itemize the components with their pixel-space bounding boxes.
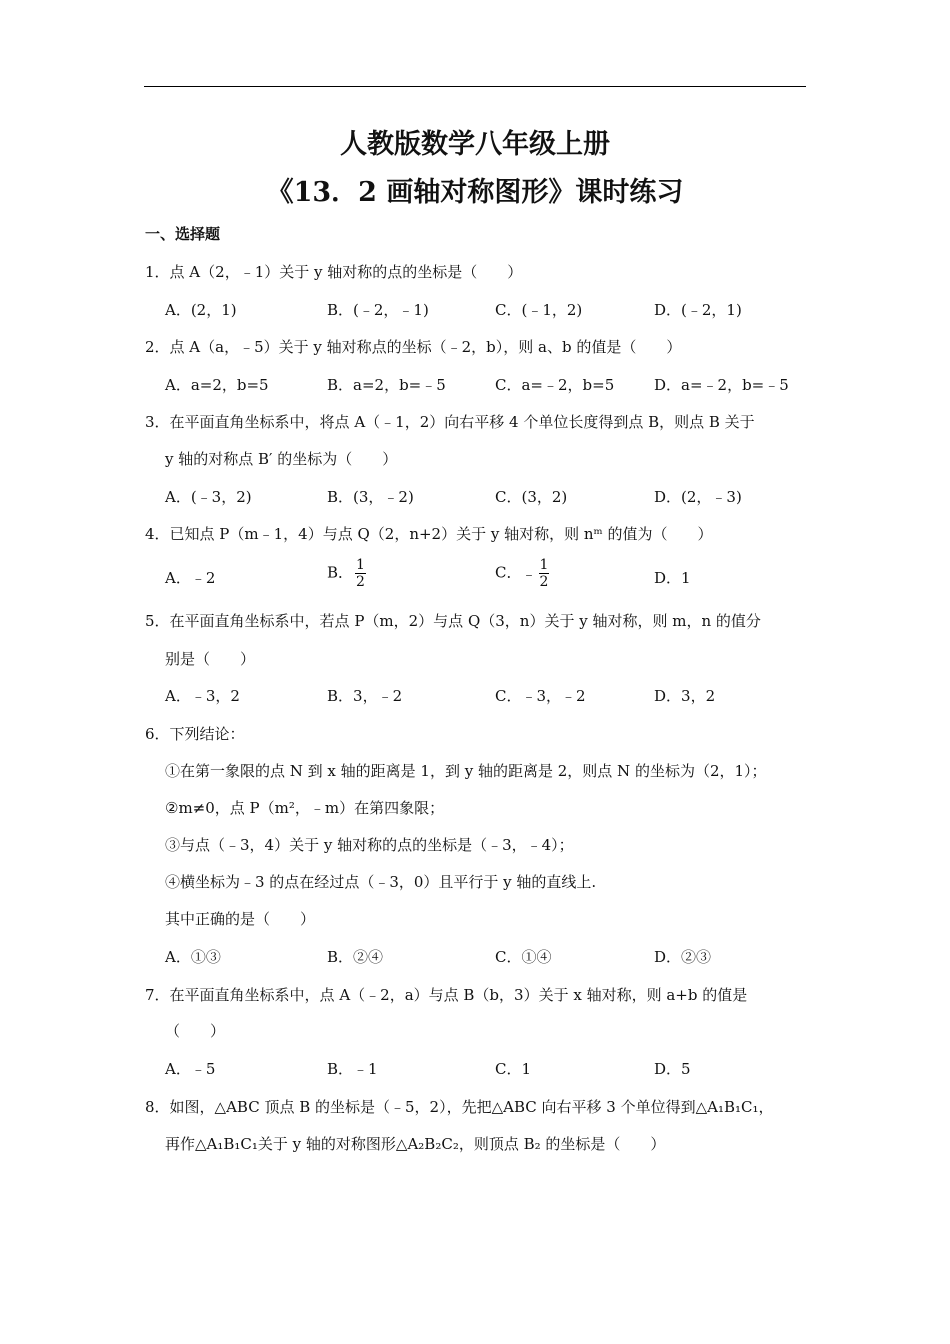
question-2-stem: 2．点 A（a，﹣5）关于 y 轴对称点的坐标（﹣2，b），则 a、b 的值是（ ）	[145, 338, 682, 356]
question-5-stem-line-2: 别是（ ）	[165, 650, 256, 668]
section-heading: 一、选择题	[145, 225, 221, 243]
option-b: B．a=2，b=﹣5	[327, 376, 446, 394]
option-a: A．(﹣3，2)	[165, 488, 252, 506]
option-b: B．3，﹣2	[327, 687, 403, 705]
question-5-stem-line-1: 5．在平面直角坐标系中，若点 P（m，2）与点 Q（3，n）关于 y 轴对称，则 m，n 的值分	[145, 612, 761, 630]
option-d: D．1	[654, 569, 691, 587]
option-d: D．②③	[654, 948, 712, 966]
question-4-stem: 4．已知点 P（m﹣1，4）与点 Q（2，n+2）关于 y 轴对称，则 nᵐ 的值为（ ）	[145, 525, 713, 543]
question-8-stem-line-2: 再作△A₁B₁C₁关于 y 轴的对称图形△A₂B₂C₂，则顶点 B₂ 的坐标是（ ）	[165, 1135, 666, 1153]
statement-1: ①在第一象限的点 N 到 x 轴的距离是 1，到 y 轴的距离是 2，则点 N 的坐标为（2，1）；	[165, 762, 767, 780]
option-a: A．(2，1)	[165, 301, 237, 319]
question-3-stem-line-1: 3．在平面直角坐标系中，将点 A（﹣1，2）向右平移 4 个单位长度得到点 B，则点 B 关于	[145, 413, 755, 431]
fraction-half: $\frac{1}{2}$	[539, 557, 549, 590]
question-3-stem-line-2: y 轴的对称点 B′ 的坐标为（ ）	[165, 450, 398, 468]
statement-2: ②m≠0，点 P（m²，﹣m）在第四象限；	[165, 799, 445, 817]
header-rule	[144, 86, 806, 87]
option-a: A．﹣5	[165, 1060, 216, 1078]
question-7-stem-line-1: 7．在平面直角坐标系中，点 A（﹣2，a）与点 B（b，3）关于 x 轴对称，则 a+b 的值是	[145, 986, 748, 1004]
question-7-stem-line-2: （ ）	[165, 1022, 226, 1040]
option-d: D．a=﹣2，b=﹣5	[654, 376, 789, 394]
option-c: C．(﹣1，2)	[495, 301, 583, 319]
option-c-label: C．	[495, 563, 522, 582]
option-c: C．(3，2)	[495, 488, 568, 506]
option-d: D．(﹣2，1)	[654, 301, 742, 319]
option-a: A．﹣3，2	[165, 687, 240, 705]
page-subtitle: 《13．2 画轴对称图形》课时练习	[266, 177, 684, 208]
statement-4: ④横坐标为﹣3 的点在经过点（﹣3，0）且平行于 y 轴的直线上.	[165, 873, 597, 891]
fraction-half: $\frac{1}{2}$	[356, 557, 365, 590]
option-b: B．﹣1	[327, 1060, 378, 1078]
option-c	[495, 558, 549, 589]
option-d: D．5	[654, 1060, 691, 1078]
option-b: B．(3，﹣2)	[327, 488, 414, 506]
option-c: C．a=﹣2，b=5	[495, 376, 615, 394]
question-1-stem: 1．点 A（2，﹣1）关于 y 轴对称的点的坐标是（ ）	[145, 263, 523, 281]
option-d: D．3，2	[654, 687, 716, 705]
option-b: B．②④	[327, 948, 384, 966]
question-6-stem: 6．下列结论：	[145, 725, 245, 743]
option-c: C．﹣3，﹣2	[495, 687, 586, 705]
option-c: C．①④	[495, 948, 552, 966]
statement-3: ③与点（﹣3，4）关于 y 轴对称的点的坐标是（﹣3，﹣4）；	[165, 836, 574, 854]
option-b-label: B．	[327, 563, 354, 582]
option-a: A．﹣2	[165, 569, 216, 587]
option-a: A．a=2，b=5	[165, 376, 269, 394]
page-title: 人教版数学八年级上册	[340, 129, 610, 160]
option-a: A．①③	[165, 948, 221, 966]
question-8-stem-line-1: 8．如图，△ABC 顶点 B 的坐标是（﹣5，2），先把△ABC 向右平移 3 个单位得到△A₁B₁C₁，	[145, 1098, 774, 1116]
option-b: B．(﹣2，﹣1)	[327, 301, 429, 319]
question-6-ask: 其中正确的是（ ）	[165, 910, 316, 928]
option-d: D．(2，﹣3)	[654, 488, 742, 506]
option-c: C．1	[495, 1060, 532, 1078]
option-b	[327, 558, 366, 589]
minus-sign: ﹣	[521, 565, 537, 583]
